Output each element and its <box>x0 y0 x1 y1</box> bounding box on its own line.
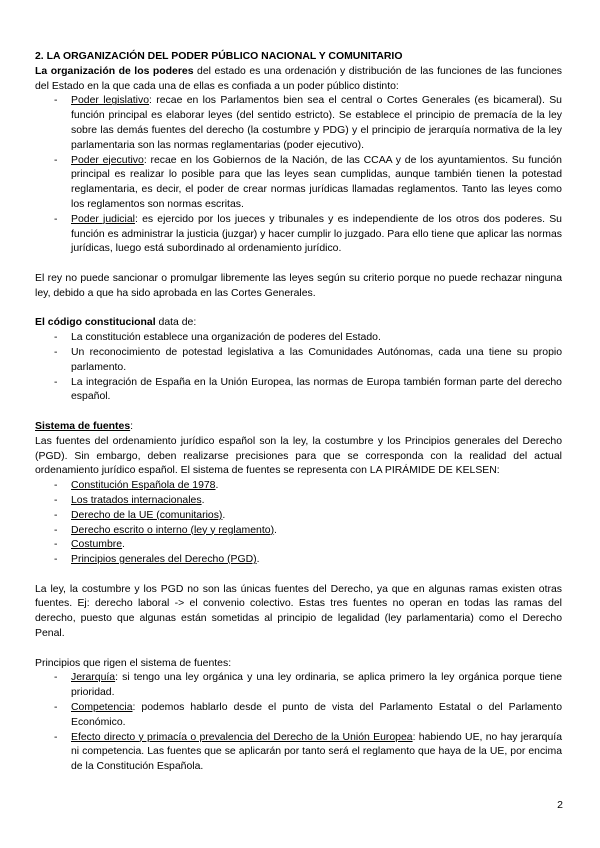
codigo-paragraph <box>35 316 562 331</box>
list-item <box>35 213 562 257</box>
section-heading: 2. LA ORGANIZACIÓN DEL PODER PÚBLICO NACIONAL Y COMUNITARIO <box>35 51 403 62</box>
list-item <box>35 524 562 539</box>
fuentes-list <box>35 479 562 568</box>
fuente-item: Principios generales del Derecho (PGD) <box>71 554 257 566</box>
sistema-paragraph: Las fuentes del ordenamiento jurídico español son la ley, la costumbre y los Principios generales del Derecho (PGD). Sin embargo, deben realizarse precisiones para que se corresponda con la realidad del actual ordenamiento jurídico español. El sistema de fuentes se representa con LA PIRÁMIDE DE KELSEN: <box>35 435 562 477</box>
poder-term: Poder ejecutivo <box>71 154 144 166</box>
principio-term: Competencia <box>71 702 133 714</box>
fuente-dot: . <box>201 494 205 506</box>
principio-text: : habiendo UE, no hay jerarquía ni competencia. Las fuentes que se aplicarán por tanto será el reglamento que haya de la UE, por encima de la Constitución Española. <box>71 731 562 773</box>
fuente-dot: . <box>274 524 277 536</box>
poder-term: Poder judicial <box>71 213 135 225</box>
document-page <box>35 50 562 775</box>
rey-paragraph: El rey no puede sancionar o promulgar libremente las leyes según su criterio porque no puede rechazar ninguna ley, debido a que ha sido aprobada en las Cortes Generales. <box>35 272 562 299</box>
principios-title: Principios que rigen el sistema de fuentes: <box>35 657 232 669</box>
codigo-list <box>35 331 562 405</box>
list-item <box>35 731 562 775</box>
fuente-item: Derecho escrito o interno (ley y reglamento) <box>71 524 275 536</box>
fuente-dot: . <box>222 509 226 521</box>
fuente-item: Costumbre <box>71 539 123 551</box>
sistema-colon: : <box>130 420 134 432</box>
list-item <box>35 553 562 568</box>
list-item <box>35 479 562 494</box>
list-item <box>35 509 562 524</box>
intro-bold: La organización de los poderes <box>35 65 194 77</box>
poder-text: : es ejercido por los jueces y tribunales y es independiente de los otros dos poderes. Su función es administrar la justicia (juzgar) y hacer cumplir lo juzgado. Para ello tiene que aplicar las normas jurídicas, luego está subordinado al ordenamiento jurídico. <box>71 213 562 255</box>
list-item: - La integración de España en la Unión Europea, las normas de Europa también forman parte del derecho español. <box>35 376 562 406</box>
page-number: 2 <box>557 799 563 811</box>
intro-paragraph <box>35 65 562 95</box>
sistema-title <box>35 420 562 435</box>
fuente-item: Los tratados internacionales <box>71 494 202 506</box>
list-item <box>35 154 562 213</box>
principio-term: Efecto directo y primacía o prevalencia del Derecho de la Unión Europea <box>71 731 413 743</box>
fuente-dot: . <box>215 480 219 492</box>
poder-text: : recae en los Gobiernos de la Nación, de las CCAA y de los ayuntamientos. Su función principal es realizar lo posible para que las leyes sean cumplidas, aunque también tienen la potestad reglamentaria, es decir, el poder de crear normas jurídicas llamadas reglamentos. Tanto las leyes como los reglamentos son normas escritas. <box>71 154 562 210</box>
codigo-text: data de: <box>155 317 197 329</box>
sistema-title-text: Sistema de fuentes <box>35 420 131 432</box>
poder-term: Poder legislativo <box>71 95 150 107</box>
principio-term: Jerarquía <box>71 672 116 684</box>
principios-list <box>35 671 562 775</box>
list-item <box>35 538 562 553</box>
poder-text: : recae en los Parlamentos bien sea el central o Cortes Generales (es bicameral). Su función principal es elaborar leyes (del sentido estricto). Se establece el principio de premacía de la ley sobre las demás fuentes del derecho (la costumbre y PDG) y el principio de jerarquía normativa de la ley parlamentaria son las normas reglamentarias (poder ejecutivo). <box>71 95 562 151</box>
list-item <box>35 701 562 731</box>
fuente-item: Derecho de la UE (comunitarios) <box>71 509 223 521</box>
principio-text: : si tengo una ley orgánica y una ley ordinaria, se aplica primero la ley orgánica porque tiene prioridad. <box>71 672 562 699</box>
list-item <box>35 671 562 701</box>
intro-text: del estado es una ordenación y distribución de las funciones de las funciones del Estado en la que cada una de ellas es confiada a un poder público distinto: <box>35 65 562 92</box>
fuente-dot: . <box>256 554 260 566</box>
ley-paragraph: La ley, la costumbre y los PGD no son las únicas fuentes del Derecho, ya que en algunas ramas existen otras fuentes. Ej: derecho laboral -> el convenio colectivo. Estas tres fuentes no operan en todas las ramas del derecho, puesto que algunas están sometidas al principio de legalidad (ley parlamentaria) como el Derecho Penal. <box>35 583 562 640</box>
codigo-bold: El código constitucional <box>35 317 156 329</box>
list-item: - Un reconocimiento de potestad legislativa a las Comunidades Autónomas, cada una tiene su propio parlamento. <box>35 346 562 376</box>
fuente-item: Constitución Española de 1978 <box>71 480 216 492</box>
list-item <box>35 494 562 509</box>
list-item: - La constitución establece una organización de poderes del Estado. <box>35 331 562 346</box>
list-item <box>35 94 562 153</box>
principio-text: : podemos hablarlo desde el punto de vista del Parlamento Estatal o del Parlamento Económico. <box>71 702 562 728</box>
fuente-dot: . <box>122 539 125 551</box>
poderes-list <box>35 94 562 257</box>
